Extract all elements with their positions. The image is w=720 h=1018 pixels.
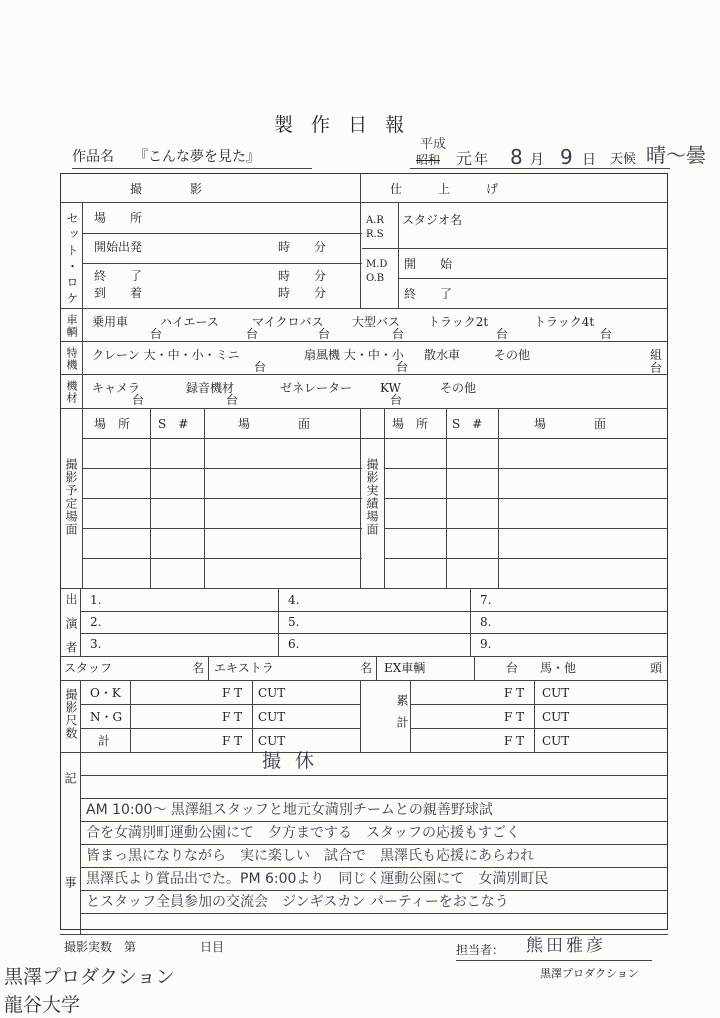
special-item: その他 xyxy=(494,348,531,362)
set-loca-label: セット・ロケ xyxy=(65,212,79,308)
note-line-text: 皆まっ黒になりながら 実に楽しい 試合で 黒澤氏も応援にあらわれ xyxy=(86,848,534,864)
col-divider xyxy=(446,408,447,588)
vehicle-item: 乗用車 xyxy=(92,315,129,329)
credit-university: 龍谷大学 xyxy=(4,994,81,1016)
special-item: クレーン 大・中・小・ミニ xyxy=(92,348,240,362)
col-divider xyxy=(80,752,81,934)
row-divider xyxy=(60,934,668,935)
header-underline xyxy=(72,168,312,169)
person-underline xyxy=(456,960,652,961)
studio-label: スタジオ名 xyxy=(402,213,463,227)
equipment-unit: 台 xyxy=(132,393,145,407)
col-divider xyxy=(208,656,209,680)
note-line-text: AM 10:00～ 黒澤組スタッフと地元女満別チームとの親善野球試 xyxy=(86,802,493,818)
footage-row-line xyxy=(410,704,668,705)
shooting-header: 撮 影 xyxy=(130,182,203,196)
col-divider xyxy=(534,680,535,752)
special-item: 散水車 xyxy=(424,348,461,362)
footage-label: 撮影尺数 xyxy=(64,688,78,740)
ft-unit: F T xyxy=(222,686,243,700)
actual-scenes-label: 撮影実績場面 xyxy=(365,458,379,536)
shooting-count-label: 撮影実数 第 xyxy=(64,940,137,954)
date-month-unit: 月 xyxy=(530,152,544,168)
end-time-unit: 時 分 xyxy=(278,269,327,283)
vehicles-label: 車輌 xyxy=(65,314,78,338)
arrive-label: 到 着 xyxy=(94,286,143,300)
scene-row-line xyxy=(384,558,668,559)
weather-label: 天候 xyxy=(610,152,637,167)
cut-unit: CUT xyxy=(542,686,570,700)
start2-label: 開 始 xyxy=(404,257,453,271)
row-divider xyxy=(60,341,668,342)
set-row-line xyxy=(82,233,362,234)
scene-row-line xyxy=(82,528,362,529)
vehicle-unit: 台 xyxy=(600,327,613,341)
cast-number: 3. xyxy=(90,637,102,651)
date-underline xyxy=(410,168,670,169)
special-unit-set: 組 xyxy=(650,348,663,362)
footage-row-total: 計 xyxy=(98,734,111,748)
special-unit: 台 xyxy=(650,361,663,375)
fin-row-line xyxy=(398,278,668,279)
equipment-unit: 台 xyxy=(390,393,403,407)
scene-row-line xyxy=(82,558,362,559)
note-line-text: 合を女満別町運動公園にて 夕方までする スタッフの応援もすごく xyxy=(86,825,520,841)
row-divider xyxy=(60,752,668,753)
equipment-item: 録音機材 xyxy=(186,381,235,395)
cast-number: 9. xyxy=(480,637,492,651)
note-line xyxy=(80,798,668,799)
col-divider xyxy=(398,202,399,308)
special-unit: 台 xyxy=(396,360,409,374)
note-line xyxy=(80,844,668,845)
note-line xyxy=(80,775,668,776)
footage-row-ok: O・K xyxy=(90,686,121,700)
ft-unit: F T xyxy=(504,734,525,748)
place-label: 場 所 xyxy=(94,211,143,225)
staff-label: スタッフ xyxy=(64,661,113,675)
vehicle-unit: 台 xyxy=(246,327,259,341)
ft-unit: F T xyxy=(504,710,525,724)
era-handwritten: 平成 xyxy=(420,137,447,152)
scene-place-header: 場 所 xyxy=(392,417,429,431)
vehicle-item: トラック4t xyxy=(534,315,595,329)
cast-number: 6. xyxy=(288,637,300,651)
ex-car-unit: 台 xyxy=(506,661,519,675)
col-divider xyxy=(498,408,499,588)
date-month: 8 xyxy=(510,145,523,169)
col-divider xyxy=(360,680,361,752)
note-line xyxy=(80,890,668,891)
scene-row-line xyxy=(384,468,668,469)
scene-row-line xyxy=(384,528,668,529)
note-line-text: 黒澤氏より賞品出でた。PM 6:00より 同じく運動公園にて 女満別町民 xyxy=(86,871,549,887)
md-ob-label: M.D O.B xyxy=(366,259,388,284)
end-label: 終 了 xyxy=(94,269,143,283)
vehicle-unit: 台 xyxy=(150,327,163,341)
credit-production: 黒澤プロダクション xyxy=(4,966,175,988)
scene-place-header: 場 所 xyxy=(94,417,131,431)
note-line-text: とスタッフ全員参加の交流会 ジンギスカン パーティーをおこなう xyxy=(86,894,509,910)
cut-unit: CUT xyxy=(542,734,570,748)
arrive-time-unit: 時 分 xyxy=(278,286,327,300)
scene-scene-header: 場 面 xyxy=(534,417,607,431)
cut-unit: CUT xyxy=(258,734,286,748)
cumulative-label: 累計 xyxy=(395,694,409,738)
col-divider xyxy=(360,408,361,588)
col-divider xyxy=(410,680,411,752)
ex-car-label: EX車輌 xyxy=(384,661,426,675)
note-line xyxy=(80,867,668,868)
company-name: 黒澤プロダクション xyxy=(540,967,639,980)
footage-row-ng: N・G xyxy=(90,710,123,724)
col-divider xyxy=(82,308,83,408)
cut-unit: CUT xyxy=(542,710,570,724)
col-divider xyxy=(150,408,151,588)
cast-row-line xyxy=(80,633,668,634)
end2-label: 終 了 xyxy=(404,287,453,301)
extra-name-unit: 名 xyxy=(360,661,373,675)
form-title: 製 作 日 報 xyxy=(274,114,411,136)
work-title: 『こんな夢を見た』 xyxy=(134,149,260,165)
era-printed: 昭和 xyxy=(416,153,441,167)
date-day: 9 xyxy=(560,145,573,169)
staff-name-unit: 名 xyxy=(192,661,205,675)
equipment-label: 機材 xyxy=(65,380,78,404)
fin-row-line xyxy=(362,248,668,249)
row-divider xyxy=(60,656,668,657)
col-divider xyxy=(376,656,377,680)
col-divider xyxy=(278,588,279,656)
person-in-charge-label: 担当者： xyxy=(456,943,505,957)
equipment-item: その他 xyxy=(440,381,477,395)
scene-row-line xyxy=(82,468,362,469)
equipment-item: キャメラ xyxy=(92,381,141,395)
date-year: 元 xyxy=(456,149,473,168)
vehicle-item: 大型バス xyxy=(352,315,401,329)
equipment-unit: 台 xyxy=(226,393,239,407)
col-divider xyxy=(474,656,475,680)
ft-unit: F T xyxy=(222,710,243,724)
equipment-item: ゼネレーター xyxy=(280,381,353,395)
row-divider xyxy=(60,202,668,203)
col-divider xyxy=(82,202,83,308)
col-divider xyxy=(80,680,81,752)
extra-label: エキストラ xyxy=(214,661,274,675)
cast-row-line xyxy=(80,611,668,612)
horse-label: 馬・他 xyxy=(540,661,577,675)
date-day-unit: 日 xyxy=(582,152,596,168)
footage-row-line xyxy=(410,728,668,729)
scene-header-line xyxy=(82,438,668,439)
shooting-count-unit: 日目 xyxy=(200,940,225,954)
cast-number: 2. xyxy=(90,615,102,629)
col-divider xyxy=(130,680,131,752)
vehicle-unit: 台 xyxy=(318,327,331,341)
row-divider xyxy=(60,408,668,409)
work-label: 作品名 xyxy=(72,149,114,165)
col-divider xyxy=(82,408,83,588)
row-divider xyxy=(60,308,668,309)
cast-number: 1. xyxy=(90,593,102,607)
vehicle-unit: 台 xyxy=(392,327,405,341)
set-row-line xyxy=(82,263,362,264)
cut-unit: CUT xyxy=(258,686,286,700)
cast-number: 5. xyxy=(288,615,300,629)
start-label: 開始出発 xyxy=(94,240,143,254)
col-divider xyxy=(360,173,361,308)
vehicle-item: ハイエース xyxy=(160,315,219,329)
planned-scenes-label: 撮影予定場面 xyxy=(64,458,78,536)
special-unit: 台 xyxy=(254,360,267,374)
special-item: 扇風機 大・中・小 xyxy=(304,348,404,362)
date-year-unit: 年 xyxy=(474,152,488,168)
special-label: 特機 xyxy=(65,347,78,371)
start-time-unit: 時 分 xyxy=(278,240,327,254)
ft-unit: F T xyxy=(504,686,525,700)
cast-number: 4. xyxy=(288,593,300,607)
horse-unit: 頭 xyxy=(650,661,663,675)
vehicle-item: トラック2t xyxy=(428,315,489,329)
ar-rs-label: A.R R.S xyxy=(366,215,384,240)
notes-headline: 撮休 xyxy=(262,750,329,772)
note-line xyxy=(80,821,668,822)
row-divider xyxy=(60,374,668,375)
vehicle-item: マイクロバス xyxy=(252,315,324,329)
row-divider xyxy=(60,680,668,681)
person-in-charge: 熊田雅彦 xyxy=(526,936,606,956)
cast-label: 出演者 xyxy=(64,593,78,665)
scene-sno-header: S # xyxy=(452,417,483,431)
cast-number: 8. xyxy=(480,615,492,629)
cut-unit: CUT xyxy=(258,710,286,724)
col-divider xyxy=(252,680,253,752)
scene-row-line xyxy=(384,498,668,499)
col-divider xyxy=(384,408,385,588)
row-divider xyxy=(60,588,668,589)
note-line xyxy=(80,913,668,914)
finishing-header: 仕 上 げ xyxy=(390,182,499,196)
col-divider xyxy=(80,588,81,656)
footage-row-line xyxy=(80,728,360,729)
weather-value: 晴～曇 xyxy=(646,143,706,167)
footage-row-line xyxy=(80,704,360,705)
cast-number: 7. xyxy=(480,593,492,607)
ft-unit: F T xyxy=(222,734,243,748)
col-divider xyxy=(470,588,471,656)
scene-sno-header: S # xyxy=(158,417,189,431)
vehicle-unit: 台 xyxy=(496,327,509,341)
notes-label: 記 事 xyxy=(63,772,77,928)
scene-row-line xyxy=(82,498,362,499)
col-divider xyxy=(204,408,205,588)
equipment-item: KW xyxy=(380,381,401,395)
scene-scene-header: 場 面 xyxy=(238,417,311,431)
